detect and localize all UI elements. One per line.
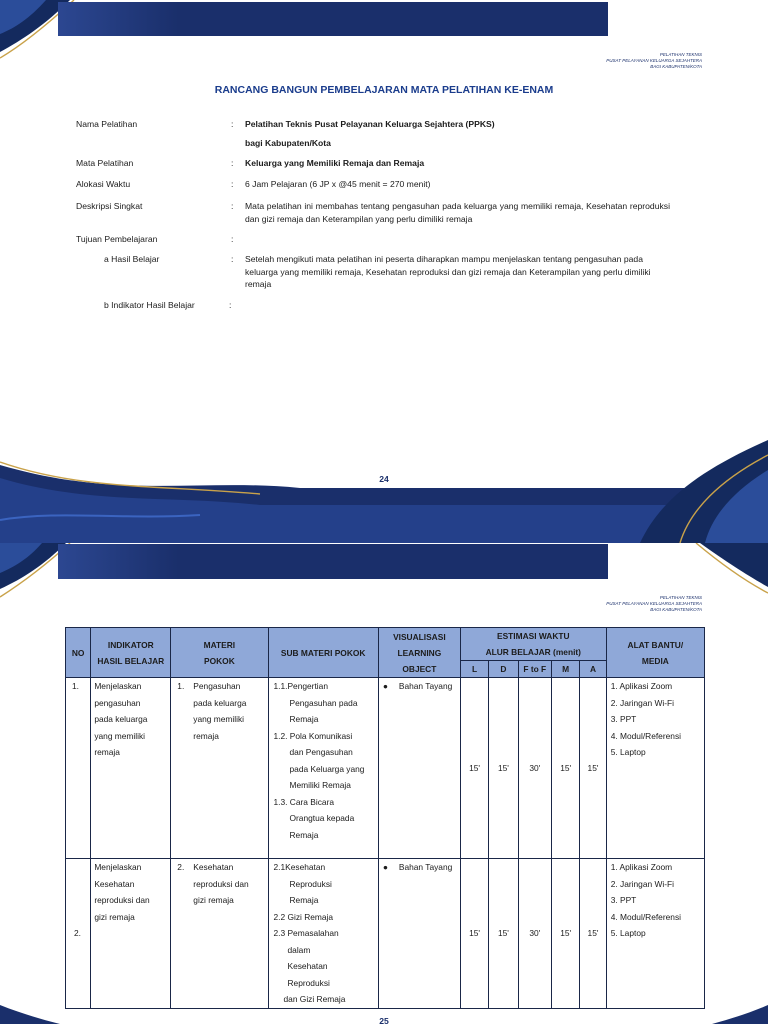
- cell-line: pada Keluarga yang: [289, 763, 365, 774]
- cell-line: Pengasuhan pada: [289, 697, 358, 708]
- header-est-ftof: F to F: [518, 661, 551, 678]
- cell-line: 2. Jaringan Wi-Fi: [610, 697, 674, 708]
- time-d: 15': [489, 678, 518, 859]
- visual-text: Bahan Tayang: [398, 862, 453, 872]
- header-est-d: D: [489, 661, 518, 678]
- cell-line: 5. Laptop: [610, 747, 646, 757]
- nama-pelatihan-label: Nama Pelatihan: [76, 119, 138, 129]
- colon: :: [231, 234, 234, 244]
- cell-line: yang memiliki: [94, 730, 146, 741]
- cell-line: 2.3 Pemasalahan: [273, 928, 339, 938]
- row-alat-bantu: [606, 678, 704, 859]
- nama-pelatihan-value: Pelatihan Teknis Pusat Pelayanan Keluarga Sejahtera (PPKS): [245, 119, 495, 129]
- cell-line: remaja: [94, 747, 120, 757]
- header-text: OBJECT: [402, 663, 437, 674]
- header-text: INDIKATOR: [107, 639, 154, 650]
- row-no: 2.: [66, 859, 91, 1009]
- cell-line: Memiliki Remaja: [289, 780, 351, 790]
- bullet-icon: ●: [382, 681, 388, 691]
- header-text: HASIL BELAJAR: [97, 655, 165, 666]
- page-number: 24: [379, 474, 389, 484]
- header-est-l: L: [460, 661, 488, 678]
- cell-line: 4. Modul/Referensi: [610, 730, 681, 741]
- colon: :: [231, 179, 234, 189]
- hasil-belajar-value: Setelah mengikuti mata pelatihan ini peserta diharapkan mampu menjelaskan tentang pengasuhan pada keluarga yang memiliki remaja, Kesehatan reproduksi dan gizi remaja dan Keterampilan yang perlu dimiliki remaja: [245, 254, 651, 289]
- time-l: 15': [460, 678, 488, 859]
- document-page-25: [0, 543, 768, 1024]
- cell-line: Kesehatan: [94, 878, 135, 889]
- cell-line: Reproduksi: [289, 878, 332, 889]
- cell-line: 2.1Kesehatan: [273, 862, 326, 872]
- header-text: ALAT BANTU/: [627, 639, 684, 650]
- mata-pelatihan-label: Mata Pelatihan: [76, 158, 134, 168]
- time-ftof: 30': [518, 678, 551, 859]
- row-alat-bantu: [606, 859, 704, 1009]
- cell-line: Orangtua kepada: [289, 813, 355, 823]
- running-header-line: PELATIHAN TEKNIS: [659, 52, 702, 57]
- page-title: RANCANG BANGUN PEMBELAJARAN MATA PELATIHAN KE-ENAM: [214, 84, 554, 96]
- header-text: ESTIMASI WAKTU: [496, 631, 570, 641]
- header-bar: [58, 544, 608, 579]
- time-a: 15': [580, 678, 606, 859]
- header-indikator: [91, 628, 171, 678]
- materi-number: 1.: [177, 681, 185, 691]
- alokasi-waktu-value: 6 Jam Pelajaran (6 JP x @45 menit = 270 menit): [245, 179, 431, 189]
- time-l: 15': [460, 859, 488, 1009]
- header-est-a: A: [580, 661, 606, 678]
- row-indikator: [91, 859, 171, 1009]
- header-text: ALUR BELAJAR (menit): [485, 647, 581, 657]
- row-materi: [171, 859, 268, 1009]
- cell-line: dan Pengasuhan: [289, 747, 353, 757]
- time-d: 15': [489, 859, 518, 1009]
- cell-line: Remaja: [289, 895, 319, 905]
- hasil-belajar-label: a Hasil Belajar: [104, 254, 160, 264]
- cell-line: gizi remaja: [94, 911, 135, 922]
- table-row: [66, 678, 705, 859]
- cell-line: 2.2 Gizi Remaja: [273, 911, 334, 922]
- header-alat-bantu: [606, 628, 704, 678]
- cell-line: Pengasuhan: [193, 681, 241, 691]
- cell-line: Reproduksi: [287, 977, 330, 988]
- header-visualisasi: [378, 628, 460, 678]
- header-text: MEDIA: [641, 655, 669, 666]
- running-header-line: BAGI KABUPATEN/KOTA: [650, 64, 702, 69]
- header-text: MATERI: [203, 639, 236, 650]
- colon: :: [231, 119, 234, 129]
- running-header-line: PUSAT PELAYANAN KELUARGA SEJAHTERA: [606, 58, 702, 63]
- cell-line: 1.1.Pengertian: [273, 681, 328, 691]
- row-sub-materi: [268, 678, 378, 859]
- cell-line: reproduksi dan: [193, 878, 249, 889]
- row-materi: [171, 678, 268, 859]
- header-no: NO: [66, 628, 91, 678]
- cell-line: 1.2. Pola Komunikasi: [273, 730, 353, 741]
- running-header-line: PUSAT PELAYANAN KELUARGA SEJAHTERA: [606, 601, 702, 606]
- header-text: VISUALISASI: [393, 631, 446, 642]
- header-est-m: M: [551, 661, 579, 678]
- colon: :: [229, 300, 232, 310]
- time-ftof: 30': [518, 859, 551, 1009]
- colon: :: [231, 254, 234, 264]
- page-number: 25: [379, 1016, 389, 1024]
- alokasi-waktu-label: Alokasi Waktu: [76, 179, 131, 189]
- learning-design-table: [65, 627, 705, 1009]
- row-sub-materi: [268, 859, 378, 1009]
- nama-pelatihan-value-line2: bagi Kabupaten/Kota: [245, 138, 331, 148]
- cell-line: reproduksi dan: [94, 895, 150, 905]
- cell-line: dalam: [287, 944, 311, 955]
- cell-line: pengasuhan: [94, 697, 141, 708]
- header-text: POKOK: [204, 655, 235, 666]
- cell-line: Remaja: [289, 829, 319, 840]
- cell-line: Menjelaskan: [94, 862, 142, 872]
- cell-line: gizi remaja: [193, 895, 234, 905]
- cell-line: 1. Aplikasi Zoom: [610, 862, 673, 872]
- cell-line: 3. PPT: [610, 895, 637, 905]
- deskripsi-singkat-value: Mata pelatihan ini membahas tentang pengasuhan pada keluarga yang memiliki remaja, Kesehatan reproduksi dan gizi remaja dan Keterampilan yang perlu dimiliki remaja: [245, 201, 670, 224]
- cell-line: 3. PPT: [610, 714, 637, 724]
- cell-line: dan Gizi Remaja: [283, 994, 346, 1004]
- row-no: 1.: [66, 678, 91, 859]
- running-header-line: PELATIHAN TEKNIS: [659, 595, 702, 600]
- bullet-icon: ●: [382, 862, 388, 872]
- cell-line: remaja: [193, 730, 219, 741]
- time-m: 15': [551, 859, 579, 1009]
- cell-line: 1. Aplikasi Zoom: [610, 681, 673, 691]
- header-estimasi: [460, 628, 606, 661]
- materi-number: 2.: [177, 862, 185, 872]
- tujuan-pembelajaran-label: Tujuan Pembelajaran: [76, 234, 158, 244]
- visual-text: Bahan Tayang: [398, 681, 453, 691]
- colon: :: [231, 158, 234, 168]
- cell-line: 2. Jaringan Wi-Fi: [610, 878, 674, 889]
- cell-line: 5. Laptop: [610, 928, 646, 938]
- header-materi: [171, 628, 268, 678]
- cell-line: Kesehatan: [193, 862, 234, 872]
- time-a: 15': [580, 859, 606, 1009]
- cell-line: yang memiliki: [193, 714, 245, 724]
- deskripsi-singkat-label: Deskripsi Singkat: [76, 201, 143, 211]
- mata-pelatihan-value: Keluarga yang Memiliki Remaja dan Remaja: [245, 158, 425, 168]
- colon: :: [231, 201, 234, 211]
- header-bar: [58, 2, 608, 36]
- cell-line: 4. Modul/Referensi: [610, 911, 681, 922]
- running-header-line: BAGI KABUPATEN/KOTA: [650, 607, 702, 612]
- row-visualisasi: [378, 678, 460, 859]
- cell-line: 1.3. Cara Bicara: [273, 796, 335, 807]
- row-visualisasi: [378, 859, 460, 1009]
- cell-line: Kesehatan: [287, 961, 328, 971]
- cell-line: pada keluarga: [193, 697, 247, 708]
- header-text: LEARNING: [397, 647, 442, 658]
- running-header: [606, 52, 702, 70]
- table-row: [66, 859, 705, 1009]
- time-m: 15': [551, 678, 579, 859]
- indikator-hasil-belajar-label: b Indikator Hasil Belajar: [104, 300, 195, 310]
- running-header: [606, 595, 702, 613]
- header-sub-materi: SUB MATERI POKOK: [268, 628, 378, 678]
- row-indikator: [91, 678, 171, 859]
- cell-line: pada keluarga: [94, 714, 148, 724]
- cell-line: Menjelaskan: [94, 681, 142, 691]
- cell-line: Remaja: [289, 714, 319, 724]
